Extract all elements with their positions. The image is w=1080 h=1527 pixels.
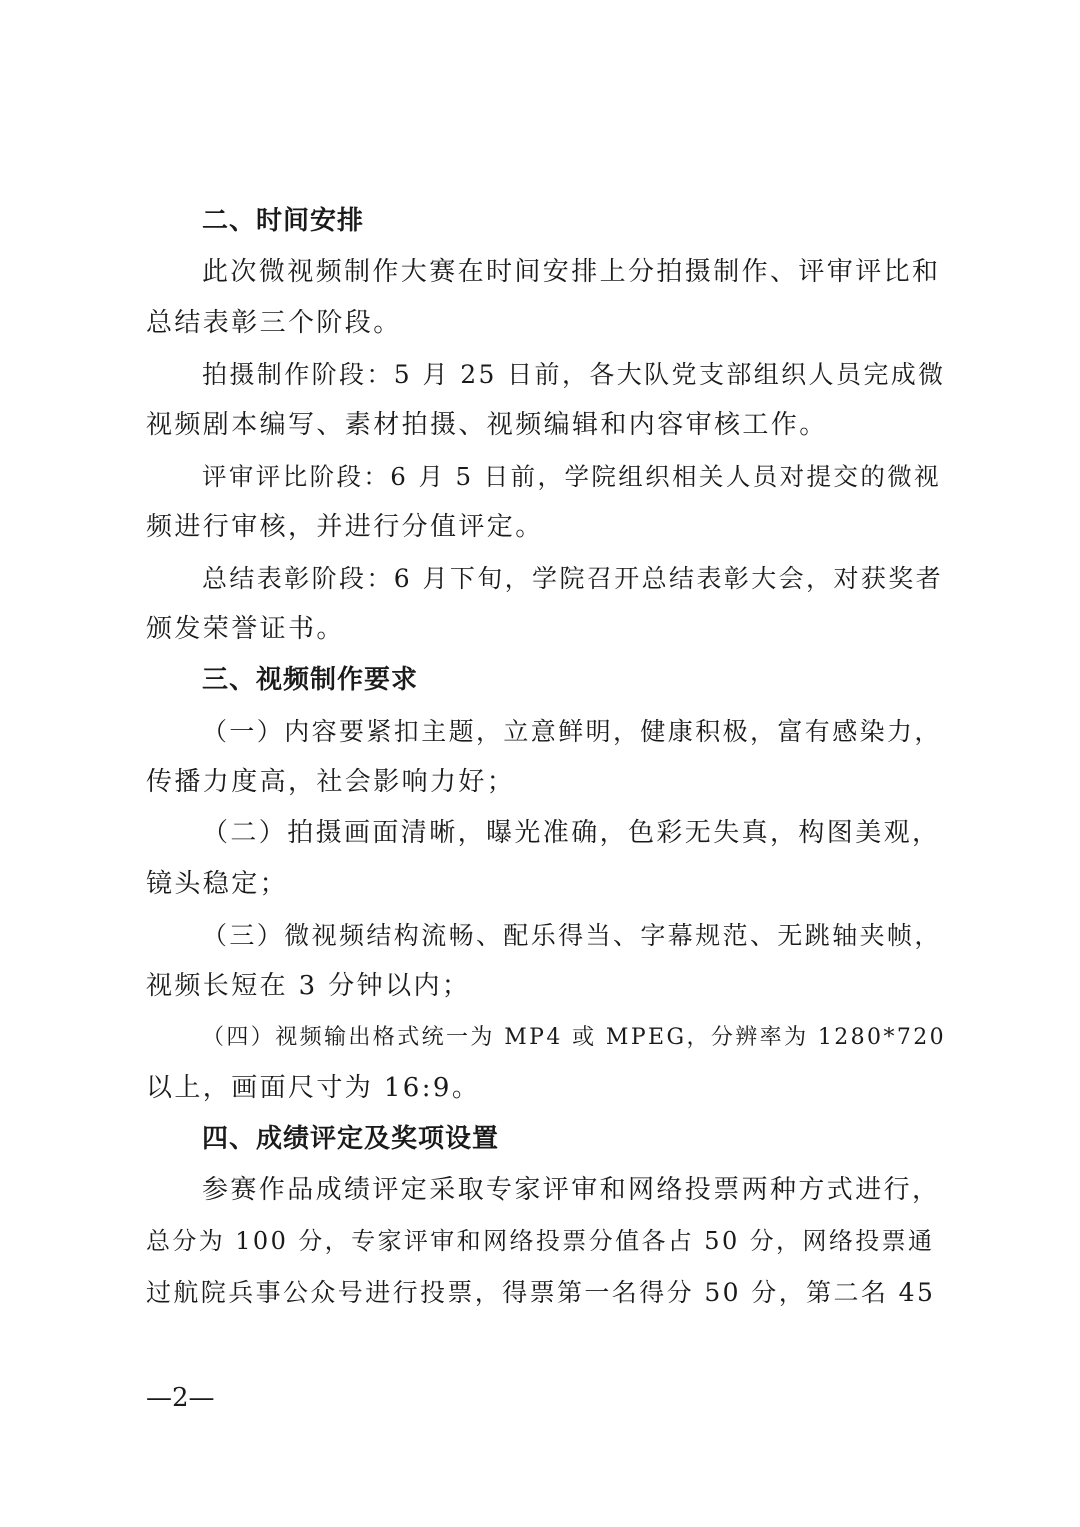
paragraph-line: （二）拍摄画面清晰，曝光准确，色彩无失真，构图美观， (202, 818, 941, 848)
paragraph-line: （三）微视频结构流畅、配乐得当、字幕规范、无跳轴夹帧， (202, 921, 942, 950)
section-heading-schedule: 二、时间安排 (202, 206, 365, 236)
paragraph-line: 以上，画面尺寸为 16:9。 (146, 1073, 481, 1103)
section-heading-video-requirements: 三、视频制作要求 (202, 665, 419, 695)
paragraph-line: 总结表彰阶段：6 月下旬，学院召开总结表彰大会，对获奖者 (202, 564, 944, 593)
paragraph-line: 视频长短在 3 分钟以内； (146, 971, 471, 1001)
section-heading-scoring-awards: 四、成绩评定及奖项设置 (202, 1124, 500, 1154)
paragraph-line: 总分为 100 分，专家评审和网络投票分值各占 50 分，网络投票通 (146, 1227, 935, 1255)
paragraph-line: 评审评比阶段：6 月 5 日前，学院组织相关人员对提交的微视 (202, 462, 942, 491)
paragraph-line: 过航院兵事公众号进行投票，得票第一名得分 50 分，第二名 45 (146, 1278, 936, 1307)
paragraph-line: 此次微视频制作大赛在时间安排上分拍摄制作、评审评比和 (202, 257, 941, 287)
paragraph-line: （一）内容要紧扣主题，立意鲜明，健康积极，富有感染力， (202, 717, 942, 746)
paragraph-line: 总结表彰三个阶段。 (146, 308, 402, 338)
document-body (146, 196, 946, 1318)
paragraph-line: 镜头稳定； (146, 869, 289, 899)
paragraph-line: （四）视频输出格式统一为 MP4 或 MPEG，分辨率为 1280*720 (202, 1025, 947, 1050)
paragraph-line: 频进行审核，并进行分值评定。 (146, 512, 544, 542)
paragraph-line: 拍摄制作阶段：5 月 25 日前，各大队党支部组织人员完成微 (202, 360, 946, 389)
paragraph-line: 视频剧本编写、素材拍摄、视频编辑和内容审核工作。 (146, 410, 828, 440)
paragraph-line: 颁发荣誉证书。 (146, 614, 345, 644)
paragraph-line: 传播力度高，社会影响力好； (146, 767, 516, 797)
paragraph-line: 参赛作品成绩评定采取专家评审和网络投票两种方式进行， (202, 1175, 941, 1205)
page-number: —2— (146, 1383, 215, 1413)
